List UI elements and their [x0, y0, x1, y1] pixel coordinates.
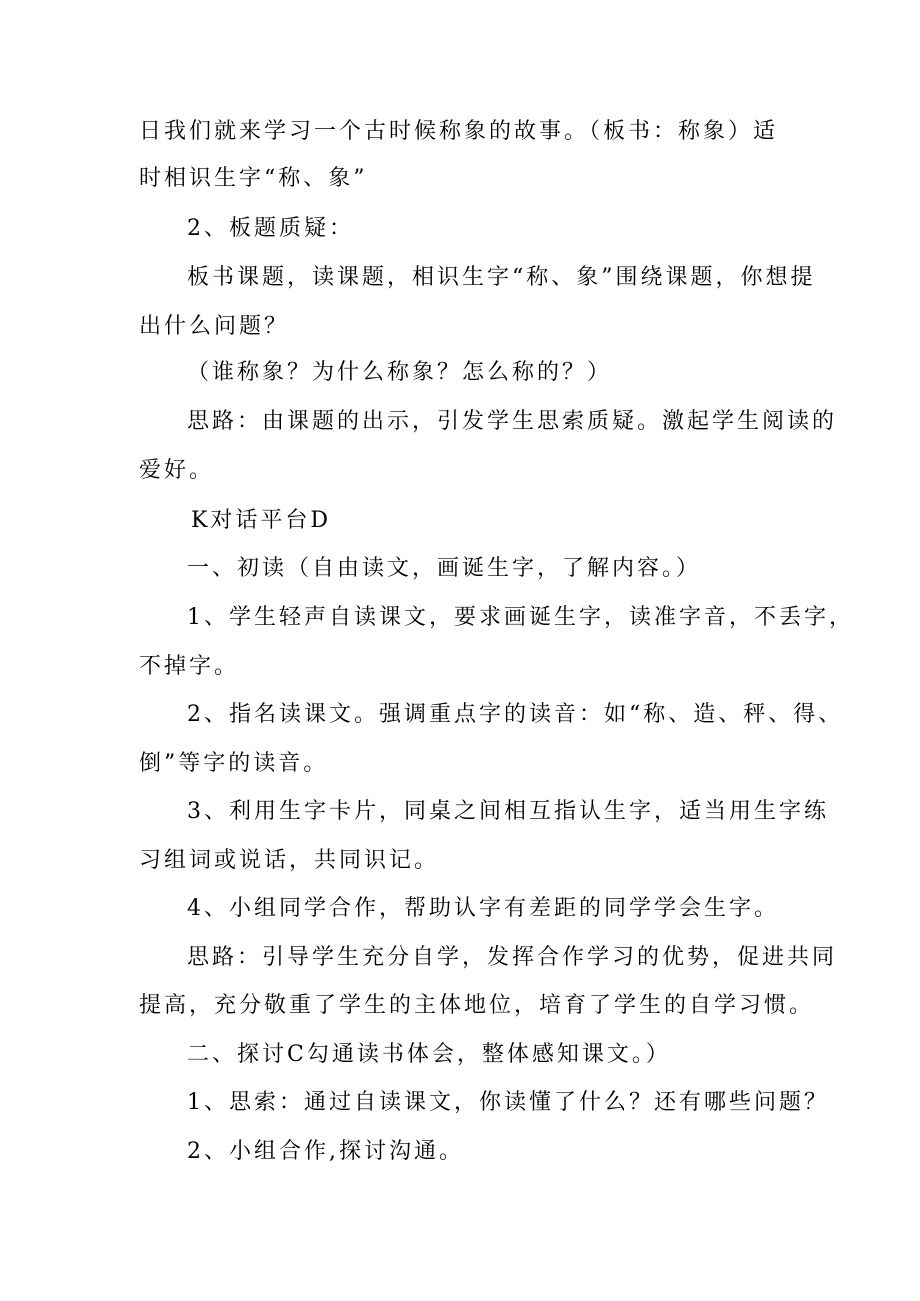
item-3-line-1: 3、利用生字卡片，同桌之间相互指认生字，适当用生字练	[187, 799, 829, 824]
paragraph-board-title-line-2: 出什么问题？	[139, 314, 290, 339]
paragraph-intro-line-2: 时相识生字“称、象”	[139, 166, 368, 191]
paragraph-board-title-line-1: 板书课题，读课题，相识生字“称、象”围绕课题，你想提	[187, 265, 816, 290]
heading-board-question: 2、板题质疑：	[187, 216, 354, 241]
paragraph-questions: （谁称象？为什么称象？怎么称的？）	[187, 360, 613, 385]
item-2-line-2: 倒”等字的读音。	[139, 751, 329, 776]
heading-first-reading: 一、初读（自由读文，画诞生字，了解内容。）	[187, 556, 702, 581]
discussion-item-2: 2、小组合作,探讨沟通。	[187, 1139, 464, 1164]
item-2-line-1: 2、指名读课文。强调重点字的读音：如“称、造、秤、得、	[187, 702, 844, 727]
paragraph-intro-line-1: 日我们就来学习一个古时候称象的故事。（板书：称象）适	[139, 119, 779, 144]
paragraph-rationale-2-line-1: 思路：引导学生充分自学，发挥合作学习的优势，促进共同	[187, 945, 838, 970]
paragraph-rationale-2-line-2: 提高，充分敬重了学生的主体地位，培育了学生的自学习惯。	[139, 993, 815, 1018]
paragraph-rationale-1-line-1: 思路：由课题的出示，引发学生思索质疑。激起学生阅读的	[187, 409, 838, 434]
paragraph-rationale-1-line-2: 爱好。	[139, 458, 215, 483]
item-1-line-1: 1、学生轻声自读课文，要求画诞生字，读准字音，不丢字，	[187, 605, 854, 630]
item-1-line-2: 不掉字。	[139, 654, 240, 679]
item-3-line-2: 习组词或说话，共同识记。	[139, 848, 440, 873]
item-4: 4、小组同学合作，帮助认字有差距的同学学会生字。	[187, 896, 779, 921]
discussion-item-1: 1、思索：通过自读课文，你读懂了什么？还有哪些问题？	[187, 1090, 829, 1115]
section-heading-dialogue-platform: K对话平台D	[191, 508, 332, 533]
heading-discussion: 二、探讨C勾通读书体会，整体感知课文。）	[187, 1042, 671, 1067]
